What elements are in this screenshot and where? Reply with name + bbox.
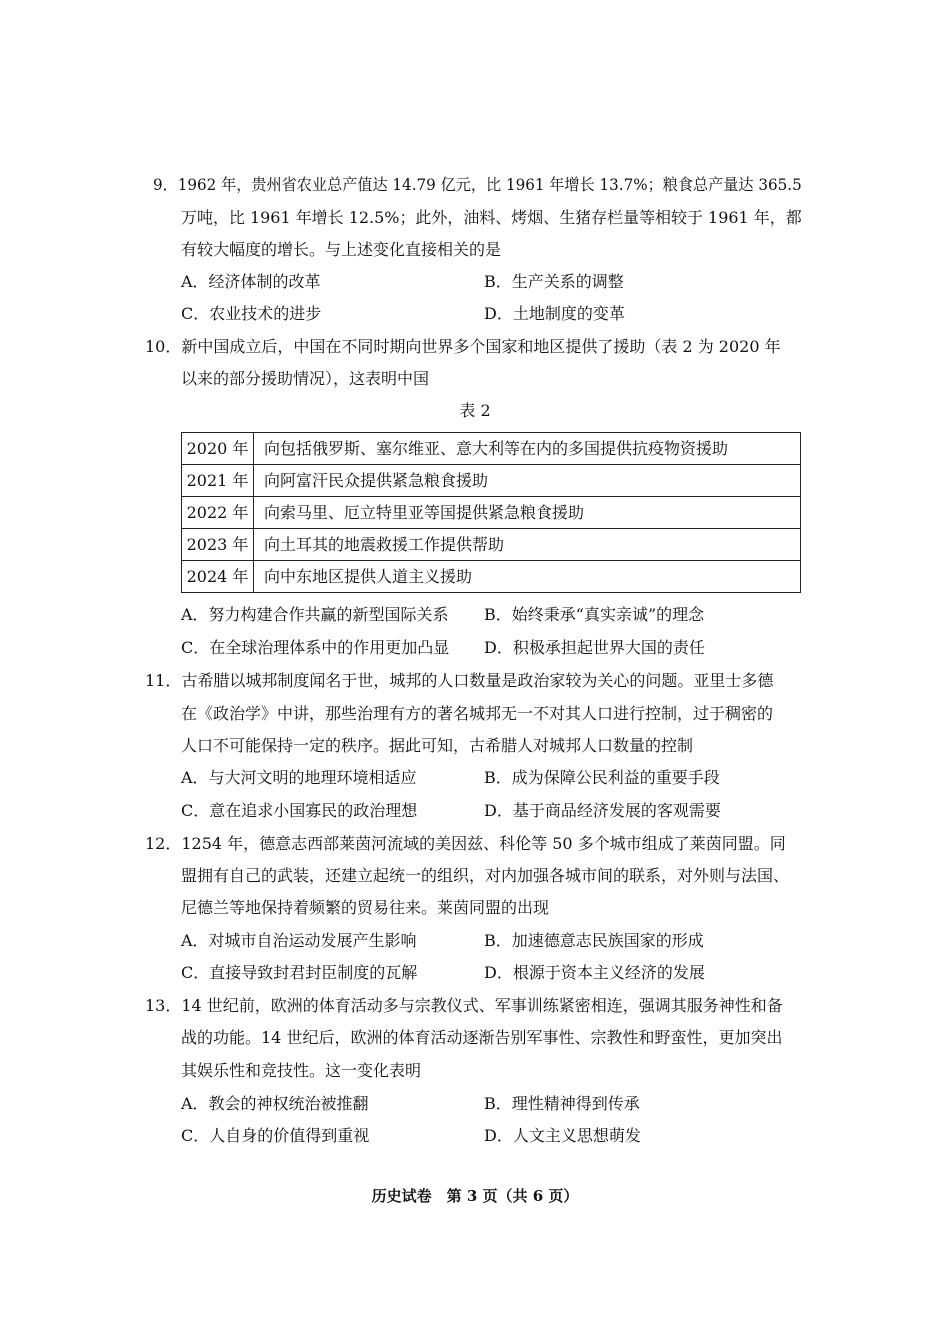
table-row: [182, 465, 801, 497]
page-footer: 历史试卷 第 3 页（共 6 页）: [371, 1187, 579, 1205]
q10-line-2: 以来的部分援助情况），这表明中国: [181, 369, 430, 388]
q10-option-b: B．始终秉承“真实亲诚”的理念: [484, 605, 705, 624]
q13-option-b: B．理性精神得到传承: [484, 1094, 640, 1113]
q10-option-c: C．在全球治理体系中的作用更加凸显: [181, 638, 450, 657]
q13-option-c: C．人自身的价值得到重视: [181, 1126, 370, 1145]
q11-option-a: A．与大河文明的地理环境相适应: [181, 768, 417, 787]
q9-line-1: 9．1962 年，贵州省农业总产值达 14.79 亿元，比 1961 年增长 13.7%；粮食总产量达 365.5: [153, 175, 802, 194]
table-text: 向土耳其的地震救援工作提供帮助: [254, 529, 801, 561]
q12-line-1: 12．1254 年，德意志西部莱茵河流域的美因兹、科伦等 50 多个城市组成了莱茵同盟。同: [145, 834, 786, 853]
q13-option-a: A．教会的神权统治被推翻: [181, 1094, 369, 1113]
table-year: 2023 年: [182, 529, 254, 561]
q10-line-1: 10．新中国成立后，中国在不同时期向世界多个国家和地区提供了援助（表 2 为 2020 年: [145, 337, 781, 356]
table-row: [182, 433, 801, 465]
q10-option-a: A．努力构建合作共赢的新型国际关系: [181, 605, 449, 624]
q13-option-d: D．人文主义思想萌发: [484, 1126, 641, 1145]
table-text: 向阿富汗民众提供紧急粮食援助: [254, 465, 801, 497]
q10-option-d: D．积极承担起世界大国的责任: [484, 638, 705, 657]
table-row: [182, 497, 801, 529]
q9-option-c: C．农业技术的进步: [181, 304, 322, 323]
q9-option-b: B．生产关系的调整: [484, 272, 624, 291]
table-text: 向中东地区提供人道主义援助: [254, 561, 801, 593]
q13-line-2: 战的功能。14 世纪后，欧洲的体育活动逐渐告别军事性、宗教性和野蛮性，更加突出: [181, 1028, 783, 1047]
table-caption: 表 2: [459, 401, 491, 420]
table-year: 2020 年: [182, 433, 254, 465]
q12-option-a: A．对城市自治运动发展产生影响: [181, 931, 417, 950]
table-text: 向包括俄罗斯、塞尔维亚、意大利等在内的多国提供抗疫物资援助: [254, 433, 801, 465]
q11-line-2: 在《政治学》中讲，那些治理有方的著名城邦无一不对其人口进行控制，过于稠密的: [181, 704, 774, 723]
table-text: 向索马里、厄立特里亚等国提供紧急粮食援助: [254, 497, 801, 529]
q11-line-3: 人口不可能保持一定的秩序。据此可知，古希腊人对城邦人口数量的控制: [181, 736, 694, 755]
q9-option-d: D．土地制度的变革: [484, 304, 625, 323]
table-row: [182, 529, 801, 561]
q9-line-2: 万吨，比 1961 年增长 12.5%；此外，油料、烤烟、生猪存栏量等相较于 1961 年，都: [181, 208, 802, 227]
q12-line-2: 盟拥有自己的武装，还建立起统一的组织，对内加强各城市间的联系，对外则与法国、: [181, 866, 790, 885]
q12-option-d: D．根源于资本主义经济的发展: [484, 963, 705, 982]
q13-line-1: 13．14 世纪前，欧洲的体育活动多与宗教仪式、军事训练紧密相连，强调其服务神性和备: [145, 996, 783, 1015]
q11-line-1: 11．古希腊以城邦制度闻名于世，城邦的人口数量是政治家较为关心的问题。亚里士多德: [145, 671, 774, 690]
table-year: 2024 年: [182, 561, 254, 593]
q9-option-a: A．经济体制的改革: [181, 272, 321, 291]
aid-table: [181, 432, 801, 593]
q9-line-3: 有较大幅度的增长。与上述变化直接相关的是: [181, 240, 502, 259]
q11-option-d: D．基于商品经济发展的客观需要: [484, 801, 721, 820]
q12-line-3: 尼德兰等地保持着频繁的贸易往来。莱茵同盟的出现: [181, 898, 550, 917]
q11-option-c: C．意在追求小国寡民的政治理想: [181, 801, 418, 820]
q12-option-c: C．直接导致封君封臣制度的瓦解: [181, 963, 418, 982]
table-year: 2022 年: [182, 497, 254, 529]
q12-option-b: B．加速德意志民族国家的形成: [484, 931, 704, 950]
table-row: [182, 561, 801, 593]
table-year: 2021 年: [182, 465, 254, 497]
q11-option-b: B．成为保障公民利益的重要手段: [484, 768, 720, 787]
q13-line-3: 其娱乐性和竞技性。这一变化表明: [181, 1061, 422, 1080]
